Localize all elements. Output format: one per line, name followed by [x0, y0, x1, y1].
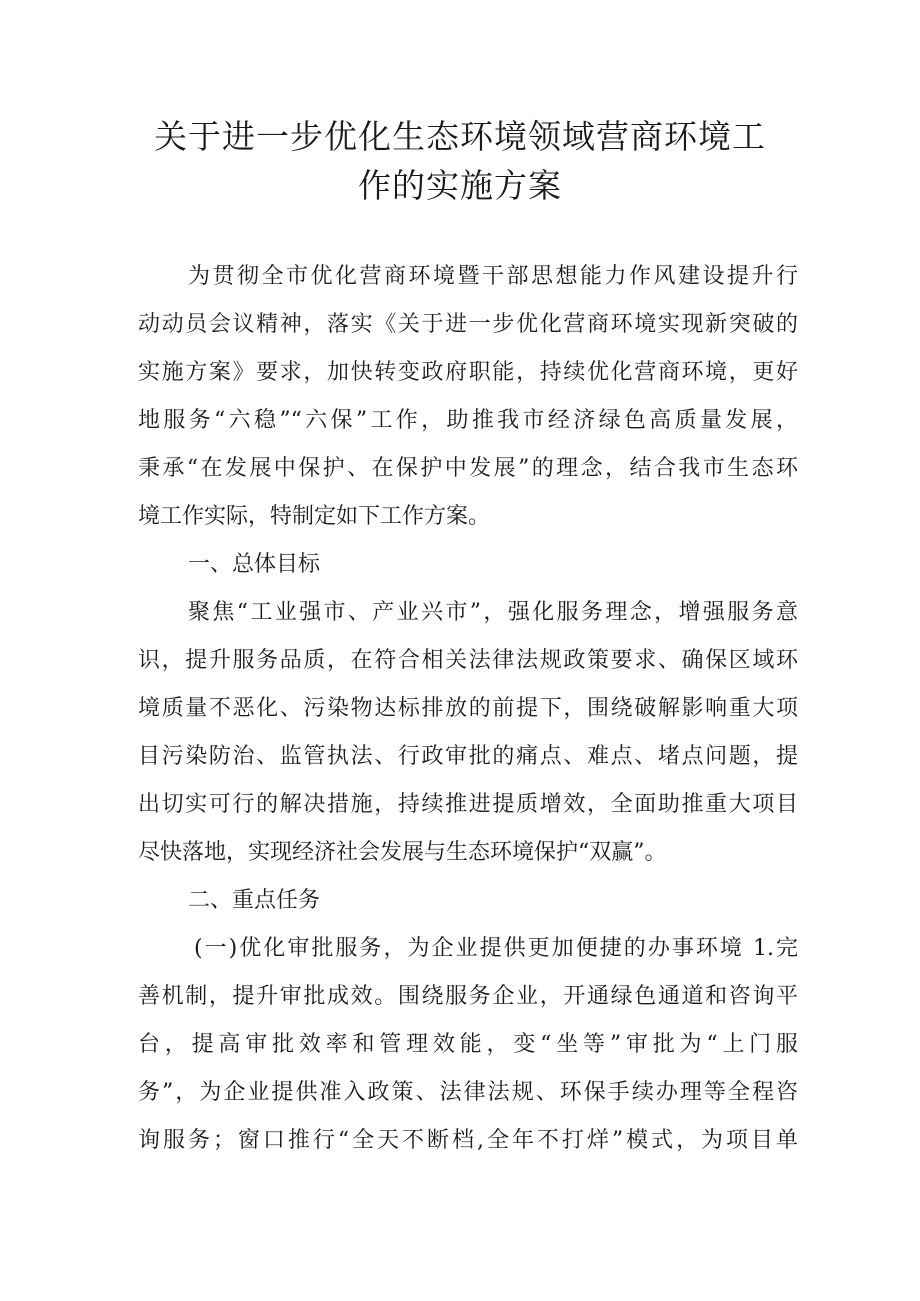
paragraph-1-line-3: 实施方案》要求，加快转变政府职能，持续优化营商环境，更好 — [138, 360, 798, 385]
paragraph-2-line-1: 聚焦“工业强市、产业兴市”，强化服务理念，增强服务意 — [188, 600, 798, 625]
paragraph-2-line-6: 尽快落地，实现经济社会发展与生态环境保护“双赢”。 — [138, 840, 667, 865]
paragraph-2-line-3: 境质量不恶化、污染物达标排放的前提下，围绕破解影响重大项 — [138, 696, 798, 721]
section-heading-2: 二、重点任务 — [188, 888, 321, 913]
paragraph-1-line-6: 境工作实际，特制定如下工作方案。 — [138, 504, 491, 529]
paragraph-1-line-1: 为贯彻全市优化营商环境暨干部思想能力作风建设提升行 — [188, 264, 798, 289]
paragraph-3-line-1: (一)优化审批服务，为企业提供更加便捷的办事环境 1.完 — [194, 936, 798, 961]
section-heading-1: 一、总体目标 — [188, 552, 321, 577]
paragraph-2-line-2: 识，提升服务品质，在符合相关法律法规政策要求、确保区域环 — [138, 648, 798, 673]
paragraph-1-line-2: 动动员会议精神，落实《关于进一步优化营商环境实现新突破的 — [138, 312, 798, 337]
paragraph-3-line-4: 务”，为企业提供准入政策、法律法规、环保手续办理等全程咨 — [138, 1080, 798, 1105]
paragraph-3-line-2: 善机制，提升审批成效。围绕服务企业，开通绿色通道和咨询平 — [138, 984, 798, 1009]
paragraph-2-line-5: 出切实可行的解决措施，持续推进提质增效，全面助推重大项目 — [138, 792, 798, 817]
document-title-line-1: 关于进一步优化生态环境领域营商环境工 — [154, 117, 766, 156]
paragraph-3-line-5: 询服务；窗口推行“全天不断档,全年不打烊”模式，为项目单 — [138, 1128, 798, 1153]
paragraph-2-line-4: 目污染防治、监管执法、行政审批的痛点、难点、堵点问题，提 — [138, 744, 798, 769]
paragraph-1-line-4: 地服务“六稳”“六保”工作，助推我市经济绿色高质量发展， — [138, 408, 798, 433]
paragraph-1-line-5: 秉承“在发展中保护、在保护中发展”的理念，结合我市生态环 — [138, 456, 798, 481]
document-title-line-2: 作的实施方案 — [358, 166, 562, 205]
paragraph-3-line-3: 台，提高审批效率和管理效能，变“坐等”审批为“上门服 — [138, 1032, 798, 1057]
